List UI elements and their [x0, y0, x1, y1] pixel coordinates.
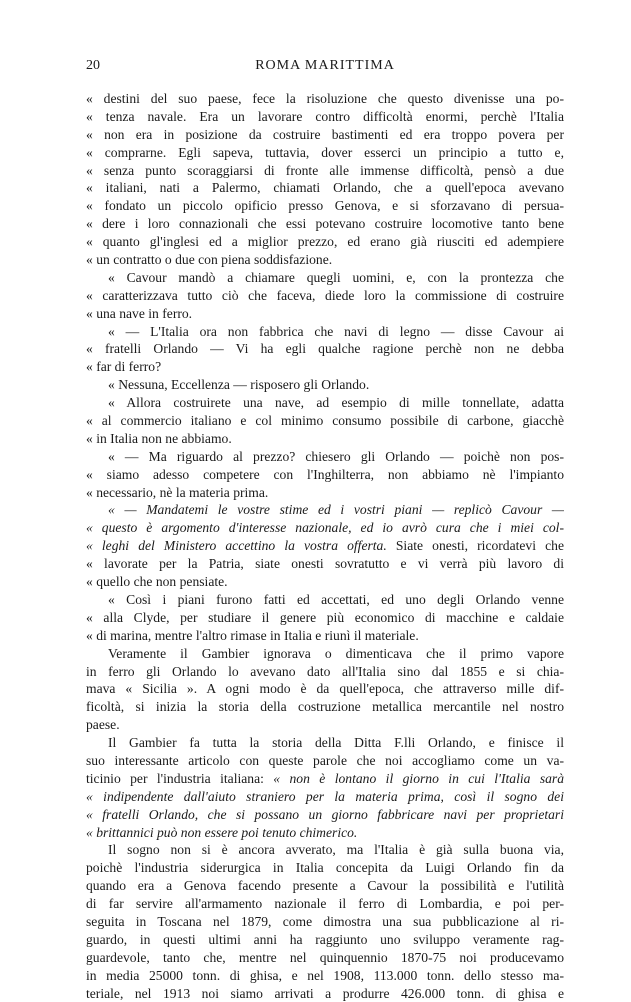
text-line: paese.	[86, 717, 120, 733]
text-line: « quanto gl'inglesi ed a miglior prezzo, ed erano già riusciti ed adempiere	[86, 234, 564, 250]
italic-segment: « leghi del Ministero accettino la vostra offerta.	[86, 538, 387, 554]
text-line: « — L'Italia ora non fabbrica che navi di legno — disse Cavour ai	[108, 323, 564, 339]
text-line: seguita in Toscana nel 1879, come dimostra una sua pubblicazione al ri-	[86, 913, 564, 929]
text-line: « di marina, mentre l'altro rimase in Italia e riunì il materiale.	[86, 627, 419, 643]
text-line: suo interessante articolo con queste parole che noi accogliamo come un va-	[86, 752, 564, 768]
text-line: « — Ma riguardo al prezzo? chiesero gli Orlando — poichè non pos-	[108, 448, 564, 464]
text-line: « dere i loro connazionali che essi potevano costruire locomotive tanto bene	[86, 216, 564, 232]
text-line: in media 25000 tonn. di ghisa, e nel 1908, 113.000 tonn. dello stesso ma-	[86, 967, 564, 983]
roman-segment: Siate onesti, ricordatevi che	[386, 538, 564, 554]
italic-segment: « non è lontano il giorno in cui l'Italia sarà	[273, 770, 564, 786]
text-line: « brittannici può non essere poi tenuto chimerico.	[86, 824, 358, 840]
text-line: « un contratto o due con piena soddisfazione.	[86, 252, 333, 268]
text-line: « far di ferro?	[86, 359, 162, 375]
text-line	[86, 770, 564, 788]
text-line: « caratterizzava tutto ciò che faceva, diede loro la commissione di costruire	[86, 287, 564, 303]
text-line: « non era in posizione da costruire bastimenti ed era troppo povera per	[86, 126, 564, 142]
text-line: « Cavour mandò a chiamare quegli uomini, e, con la prontezza che	[108, 269, 564, 285]
text-line: « questo è argomento d'interesse nazionale, ed io avrò cura che i miei col-	[86, 520, 564, 536]
text-line: « comprarne. Egli sapeva, tuttavia, dover esserci un principio a tutto e,	[86, 144, 564, 160]
text-line: « italiani, nati a Palermo, chiamati Orlando, che a quell'epoca avevano	[86, 180, 564, 196]
text-line: « indipendente dall'aiuto straniero per la materia prima, così il sogno dei	[86, 788, 564, 804]
text-line: « Così i piani furono fatti ed accettati, ed uno degli Orlando venne	[108, 591, 564, 607]
text-line: « fratelli Orlando, che si possano un giorno fabbricare navi per proprietari	[86, 806, 564, 822]
text-line: quando era a Genova facendo presente a Cavour la possibilità e l'utilità	[86, 878, 564, 894]
body-text	[86, 90, 564, 1002]
text-line: guardevole, tanto che, mentre nel quinquennio 1870-75 noi producevamo	[86, 949, 564, 965]
text-line: « alla Clyde, per studiare il genere più economico di macchine e caldaie	[86, 609, 564, 625]
text-line	[86, 537, 564, 555]
text-line: « tenza navale. Era un lavorare contro difficoltà enormi, perchè l'Italia	[86, 108, 564, 124]
text-line: di far servire all'armamento nazionale il ferro di Lombardia, e poi per-	[86, 896, 564, 912]
text-line: Il Gambier fa tutta la storia della Ditta F.lli Orlando, e finisce il	[108, 735, 564, 751]
text-line: « in Italia non ne abbiamo.	[86, 430, 232, 446]
text-line: ficoltà, si inizia la storia della costruzione metallica mercantile nel nostro	[86, 699, 564, 715]
text-line: « senza punto scoraggiarsi di fronte alle immense difficoltà, pensò a due	[86, 162, 564, 178]
text-line: « necessario, nè la materia prima.	[86, 484, 269, 500]
text-line: « fratelli Orlando — Vi ha egli qualche ragione perchè non ne debba	[86, 341, 564, 357]
text-line: guardo, in questi ultimi anni ha raggiunto uno sviluppo veramente rag-	[86, 931, 564, 947]
text-line: « lavorate per la Patria, siate onesti sovratutto e vi verrà più lavoro di	[86, 556, 564, 572]
text-line: mava « Sicilia ». A ogni modo è da quell'epoca, che attraverso mille dif-	[86, 681, 564, 697]
text-line: « al commercio italiano e col minimo consumo possibile di carbone, giacchè	[86, 413, 564, 429]
text-line: « Nessuna, Eccellenza — risposero gli Orlando.	[108, 377, 370, 393]
text-line: poichè l'industria siderurgica in Italia concepita da Luigi Orlando fin da	[86, 860, 564, 876]
text-line: teriale, nel 1913 noi siamo arrivati a produrre 426.000 tonn. di ghisa e	[86, 985, 564, 1001]
running-title: ROMA MARITTIMA	[255, 58, 395, 73]
text-line: Il sogno non si è ancora avverato, ma l'Italia è già sulla buona via,	[108, 842, 564, 858]
text-line: in ferro gli Orlando lo avevano dato all'Italia sino dal 1855 e si chia-	[86, 663, 564, 679]
text-line: « destini del suo paese, fece la risoluzione che questo divenisse una po-	[86, 91, 564, 106]
page-number: 20	[86, 58, 100, 73]
text-line: Veramente il Gambier ignorava o dimenticava che il primo vapore	[108, 645, 564, 661]
text-line: « Allora costruirete una nave, ad esempio di mille tonnellate, adatta	[108, 395, 564, 411]
text-line: « una nave in ferro.	[86, 305, 193, 321]
text-line: « — Mandatemi le vostre stime ed i vostri piani — replicò Cavour —	[108, 502, 564, 518]
roman-segment: ticinio per l'industria italiana:	[86, 770, 274, 786]
text-line: « quello che non pensiate.	[86, 574, 228, 590]
text-line: « siamo adesso competere con l'Inghilterra, non abbiamo nè l'impianto	[86, 466, 564, 482]
page-header	[86, 58, 564, 80]
text-line: « fondato un piccolo opificio presso Genova, e si sforzavano di persua-	[86, 198, 564, 214]
